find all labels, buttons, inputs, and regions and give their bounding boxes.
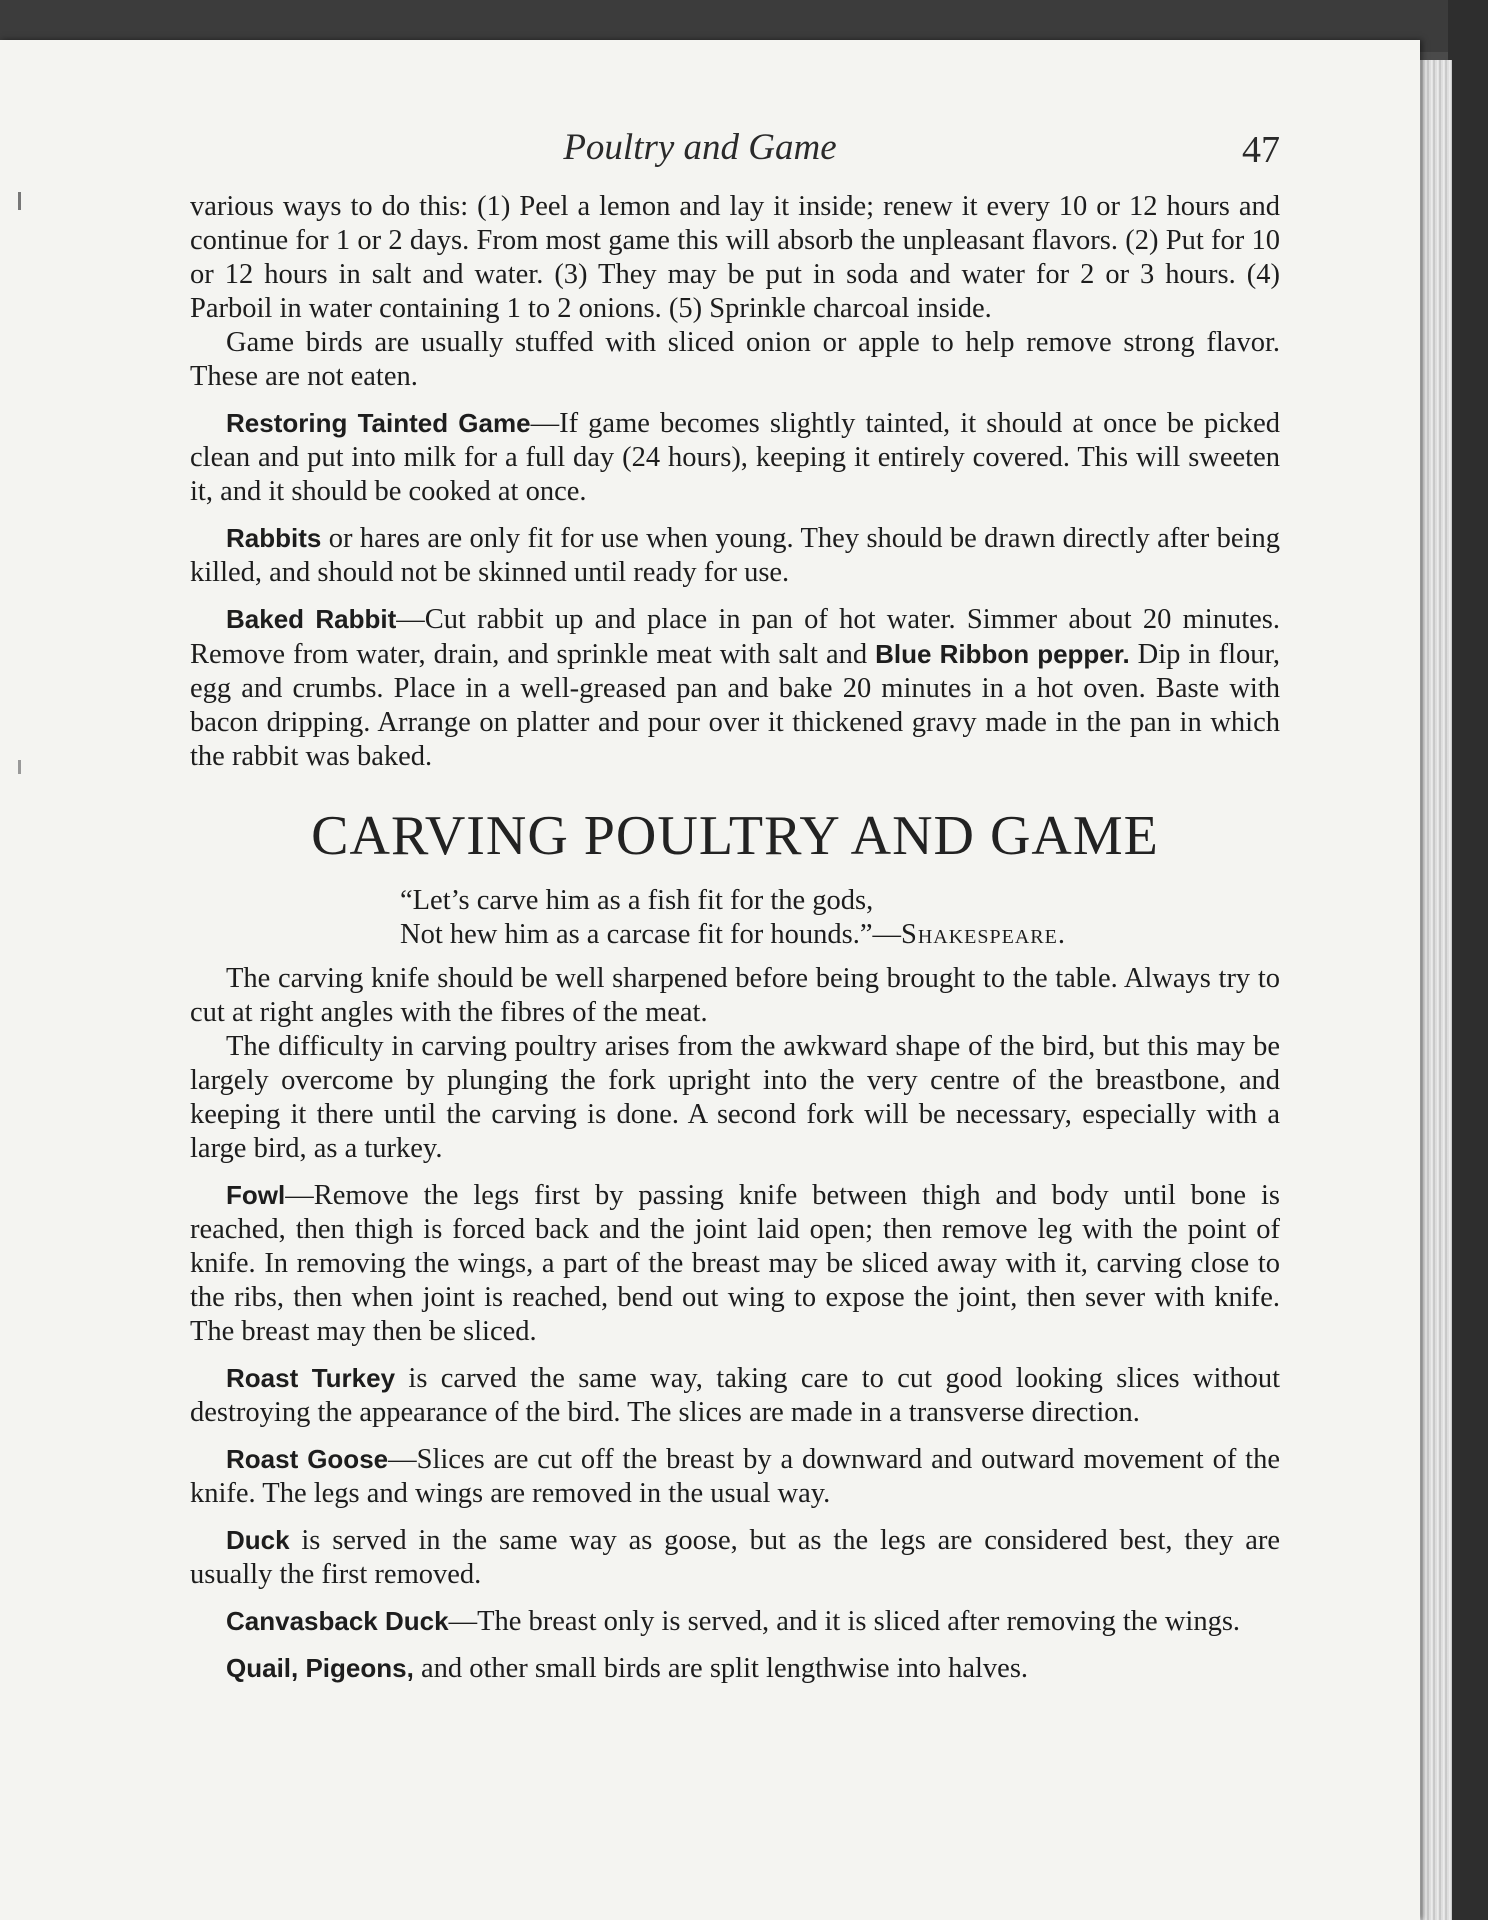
emphasis-text: Blue Ribbon pepper. (875, 639, 1130, 669)
paragraph-baked-rabbit (190, 602, 1280, 774)
lead-term: Duck (226, 1525, 290, 1555)
page-number: 47 (1242, 129, 1280, 171)
epigraph (400, 884, 1280, 952)
section-heading: CARVING POULTRY AND GAME (311, 805, 1159, 867)
paragraph-roast-goose (190, 1442, 1280, 1511)
page-content (190, 126, 1280, 1686)
book-page (0, 40, 1420, 1920)
paragraph-fowl (190, 1178, 1280, 1349)
paragraph-duck (190, 1523, 1280, 1592)
paragraph-intro: various ways to do this: (1) Peel a lemon and lay it inside; renew it every 10 or 12 hours and continue for 1 or 2 days. From most game this will absorb the unpleasant flavors. (2) Put for 10 or 12 hours in salt and water. (3) They may be put in soda and water for 2 or 3 hours. (4) Parboil in water containing 1 to 2 onions. (5) Sprinkle charcoal inside. (190, 191, 1280, 324)
paragraph-text: —Slices are cut off the breast by a downward and outward movement of the knife. The legs and wings are removed in the usual way. (190, 1444, 1280, 1509)
paragraph-text: —If game becomes slightly tainted, it should at once be picked clean and put into milk for a full day (24 hours), keeping it entirely covered. This will sweeten it, and it should be cooked at once. (190, 408, 1280, 507)
paragraph-rabbits (190, 521, 1280, 590)
paragraph-text: —The breast only is served, and it is sliced after removing the wings. (448, 1606, 1241, 1637)
gutter-mark (18, 192, 21, 210)
page-header (190, 126, 1280, 190)
lead-term: Rabbits (226, 523, 322, 553)
paragraph-carving-knife: The carving knife should be well sharpened before being brought to the table. Always try to cut at right angles with the fibres of the meat. (190, 963, 1280, 1028)
lead-term: Quail, Pigeons, (226, 1653, 414, 1683)
lead-term: Roast Turkey (226, 1363, 396, 1393)
epigraph-line-text: Not hew him as a carcase fit for hounds.”— (400, 919, 901, 950)
lead-term: Roast Goose (226, 1444, 389, 1474)
epigraph-attribution: Shakespeare. (900, 919, 1066, 950)
lead-term: Baked Rabbit (226, 604, 397, 634)
paragraph-text: and other small birds are split lengthwise into halves. (413, 1653, 1029, 1684)
lead-term: Restoring Tainted Game (226, 408, 531, 438)
lead-term: Canvasback Duck (226, 1606, 449, 1636)
lead-term: Fowl (226, 1180, 286, 1210)
paragraph-carving-difficulty: The difficulty in carving poultry arises from the awkward shape of the bird, but this may be largely overcome by plunging the fork upright into the very centre of the breastbone, and keeping it there until the carving is done. A second fork will be necessary, especially with a large bird, as a turkey. (190, 1031, 1280, 1164)
paragraph-text: —Remove the legs first by passing knife between thigh and body until bone is reached, then thigh is forced back and the joint laid open; then remove leg with the point of knife. In removing the wings, a part of the breast may be sliced away with it, carving close to the ribs, then when joint is reached, bend out wing to expose the joint, then sever with knife. The breast may then be sliced. (190, 1180, 1280, 1347)
paragraph-text: is served in the same way as goose, but as the legs are considered best, they are usually the first removed. (190, 1525, 1280, 1590)
epigraph-line: “Let’s carve him as a fish fit for the gods, (400, 885, 874, 916)
epigraph-line (400, 918, 1280, 952)
paragraph-game-birds: Game birds are usually stuffed with sliced onion or apple to help remove strong flavor. These are not eaten. (190, 327, 1280, 392)
paragraph-text: is carved the same way, taking care to cut good looking slices without destroying the appearance of the bird. The slices are made in a transverse direction. (190, 1363, 1280, 1428)
paragraph-text: —Cut rabbit up and place in pan of hot water. Simmer about 20 minutes. Remove from water, drain, and sprinkle meat with salt and (190, 604, 1280, 670)
paragraph-quail-pigeons (190, 1651, 1280, 1686)
paragraph-restoring-tainted-game (190, 406, 1280, 509)
paragraph-text: or hares are only fit for use when young. They should be drawn directly after being killed, and should not be skinned until ready for use. (190, 523, 1280, 588)
scan-background-right (1448, 0, 1488, 1920)
running-head: Poultry and Game (563, 127, 837, 168)
paragraph-roast-turkey (190, 1361, 1280, 1430)
paragraph-text: Dip in flour, egg and crumbs. Place in a well-greased pan and bake 20 minutes in a hot oven. Baste with bacon dripping. Arrange on platter and pour over it thickened gravy made in the pan in which the rabbit was baked. (190, 639, 1280, 772)
gutter-mark (18, 760, 21, 774)
paragraph-canvasback-duck (190, 1604, 1280, 1639)
